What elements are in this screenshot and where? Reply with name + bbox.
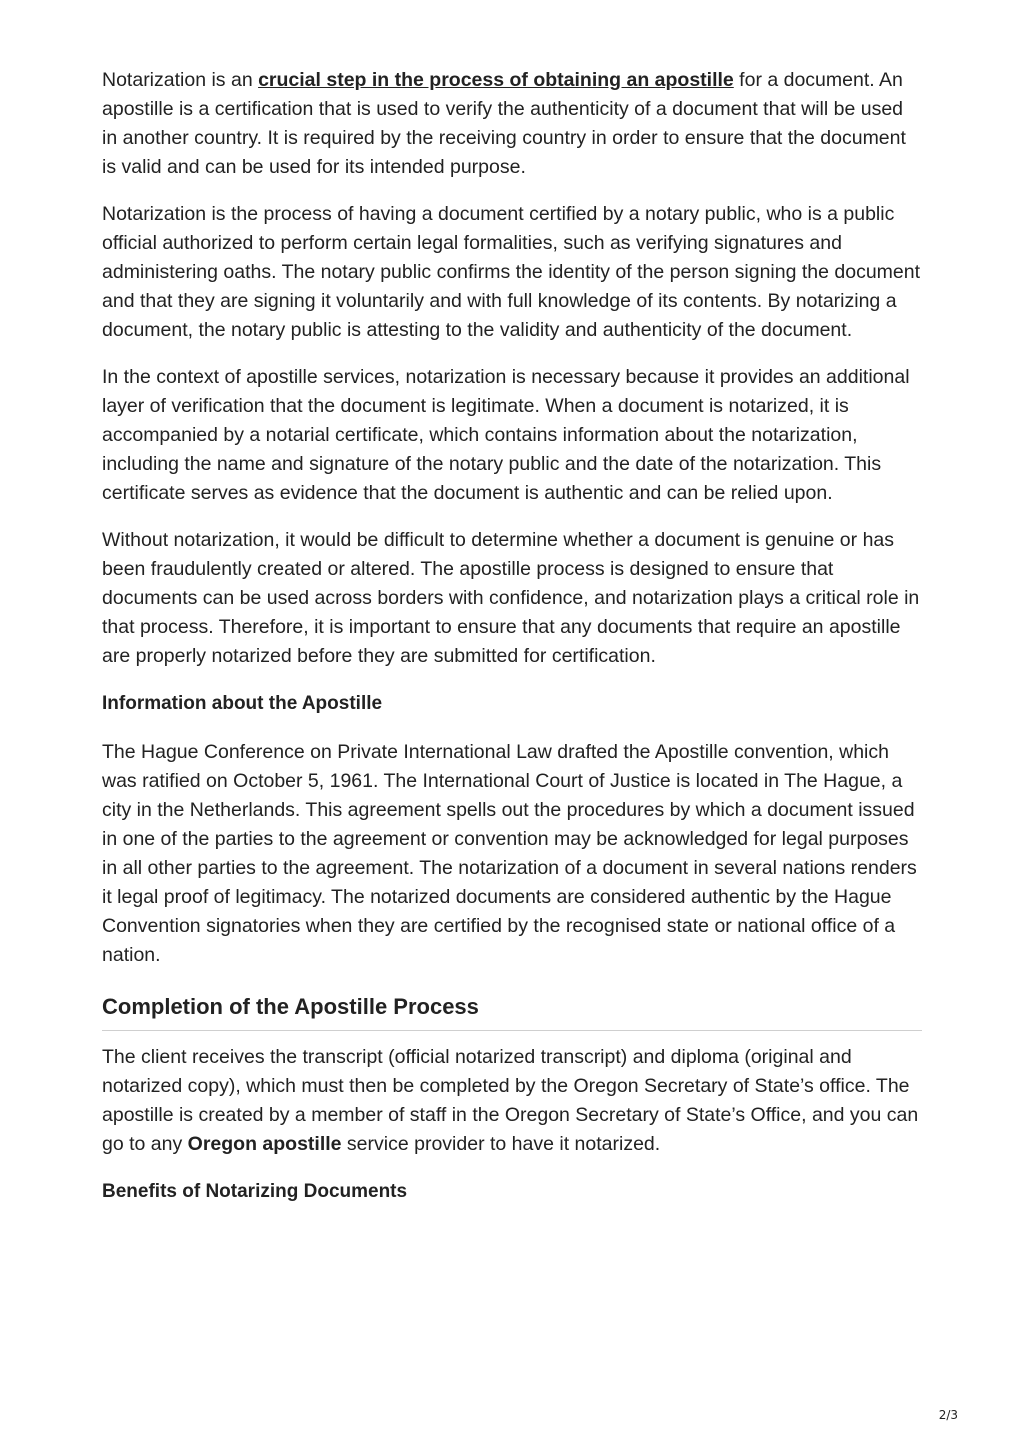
page-number: 2/3 xyxy=(938,1408,958,1422)
paragraph-apostille-context: In the context of apostille services, notarization is necessary because it provides an additional layer of verification that the document is legitimate. When a document is notarized, it is accompanied by a notarial certificate, which contains information about the notarization, including the name and signature of the notary public and the date of the notarization. This certificate serves as evidence that the document is authentic and can be relied upon. xyxy=(102,366,910,504)
paragraph-completion-before: The client receives the transcript (official notarized transcript) and diploma (original and notarized copy), which must then be completed by the Oregon Secretary of State’s office. The apostille is created by a member of staff in the Oregon Secretary of State’s Office, and you can go to any xyxy=(102,1046,919,1155)
section-divider xyxy=(102,1030,922,1031)
paragraph-intro-before: Notarization is an xyxy=(102,69,259,91)
paragraph-completion-after: service provider to have it notarized. xyxy=(341,1133,661,1155)
apostille-step-link[interactable]: crucial step in the process of obtaining an apostille xyxy=(258,69,734,91)
oregon-apostille-keyword: Oregon apostille xyxy=(187,1133,342,1155)
paragraph-completion xyxy=(102,1043,922,1159)
paragraph-without-notarization: Without notarization, it would be difficult to determine whether a document is genuine or has been fraudulently created or altered. The apostille process is designed to ensure that documents can be used across borders with confidence, and notarization plays a critical role in that process. Therefore, it is important to ensure that any documents that require an apostille are properly notarized before they are submitted for certification. xyxy=(102,529,920,667)
paragraph-intro-after: for a document. An apostille is a certification that is used to verify the authenticity of a document that will be used in another country. It is required by the receiving country in order to ensure that the document is valid and can be used for its intended purpose. xyxy=(102,69,906,178)
benefits-heading: Benefits of Notarizing Documents xyxy=(102,1181,408,1202)
paragraph-intro xyxy=(102,66,922,182)
paragraph-hague-convention: The Hague Conference on Private International Law drafted the Apostille convention, which was ratified on October 5, 1961. The International Court of Justice is located in The Hague, a city in the Netherlands. This agreement spells out the procedures by which a document issued in one of the parties to the agreement or convention may be acknowledged for legal purposes in all other parties to the agreement. The notarization of a document in several nations renders it legal proof of legitimacy. The notarized documents are considered authentic by the Hague Convention signatories when they are certified by the recognised state or national office of a nation. xyxy=(102,741,917,966)
paragraph-notarization-definition: Notarization is the process of having a document certified by a notary public, who is a public official authorized to perform certain legal formalities, such as verifying signatures and administering oaths. The notary public confirms the identity of the person signing the document and that they are signing it voluntarily and with full knowledge of its contents. By notarizing a document, the notary public is attesting to the validity and authenticity of the document. xyxy=(102,203,921,341)
info-heading: Information about the Apostille xyxy=(102,693,383,714)
completion-section-title: Completion of the Apostille Process xyxy=(102,994,479,1019)
document-body xyxy=(102,66,922,1226)
